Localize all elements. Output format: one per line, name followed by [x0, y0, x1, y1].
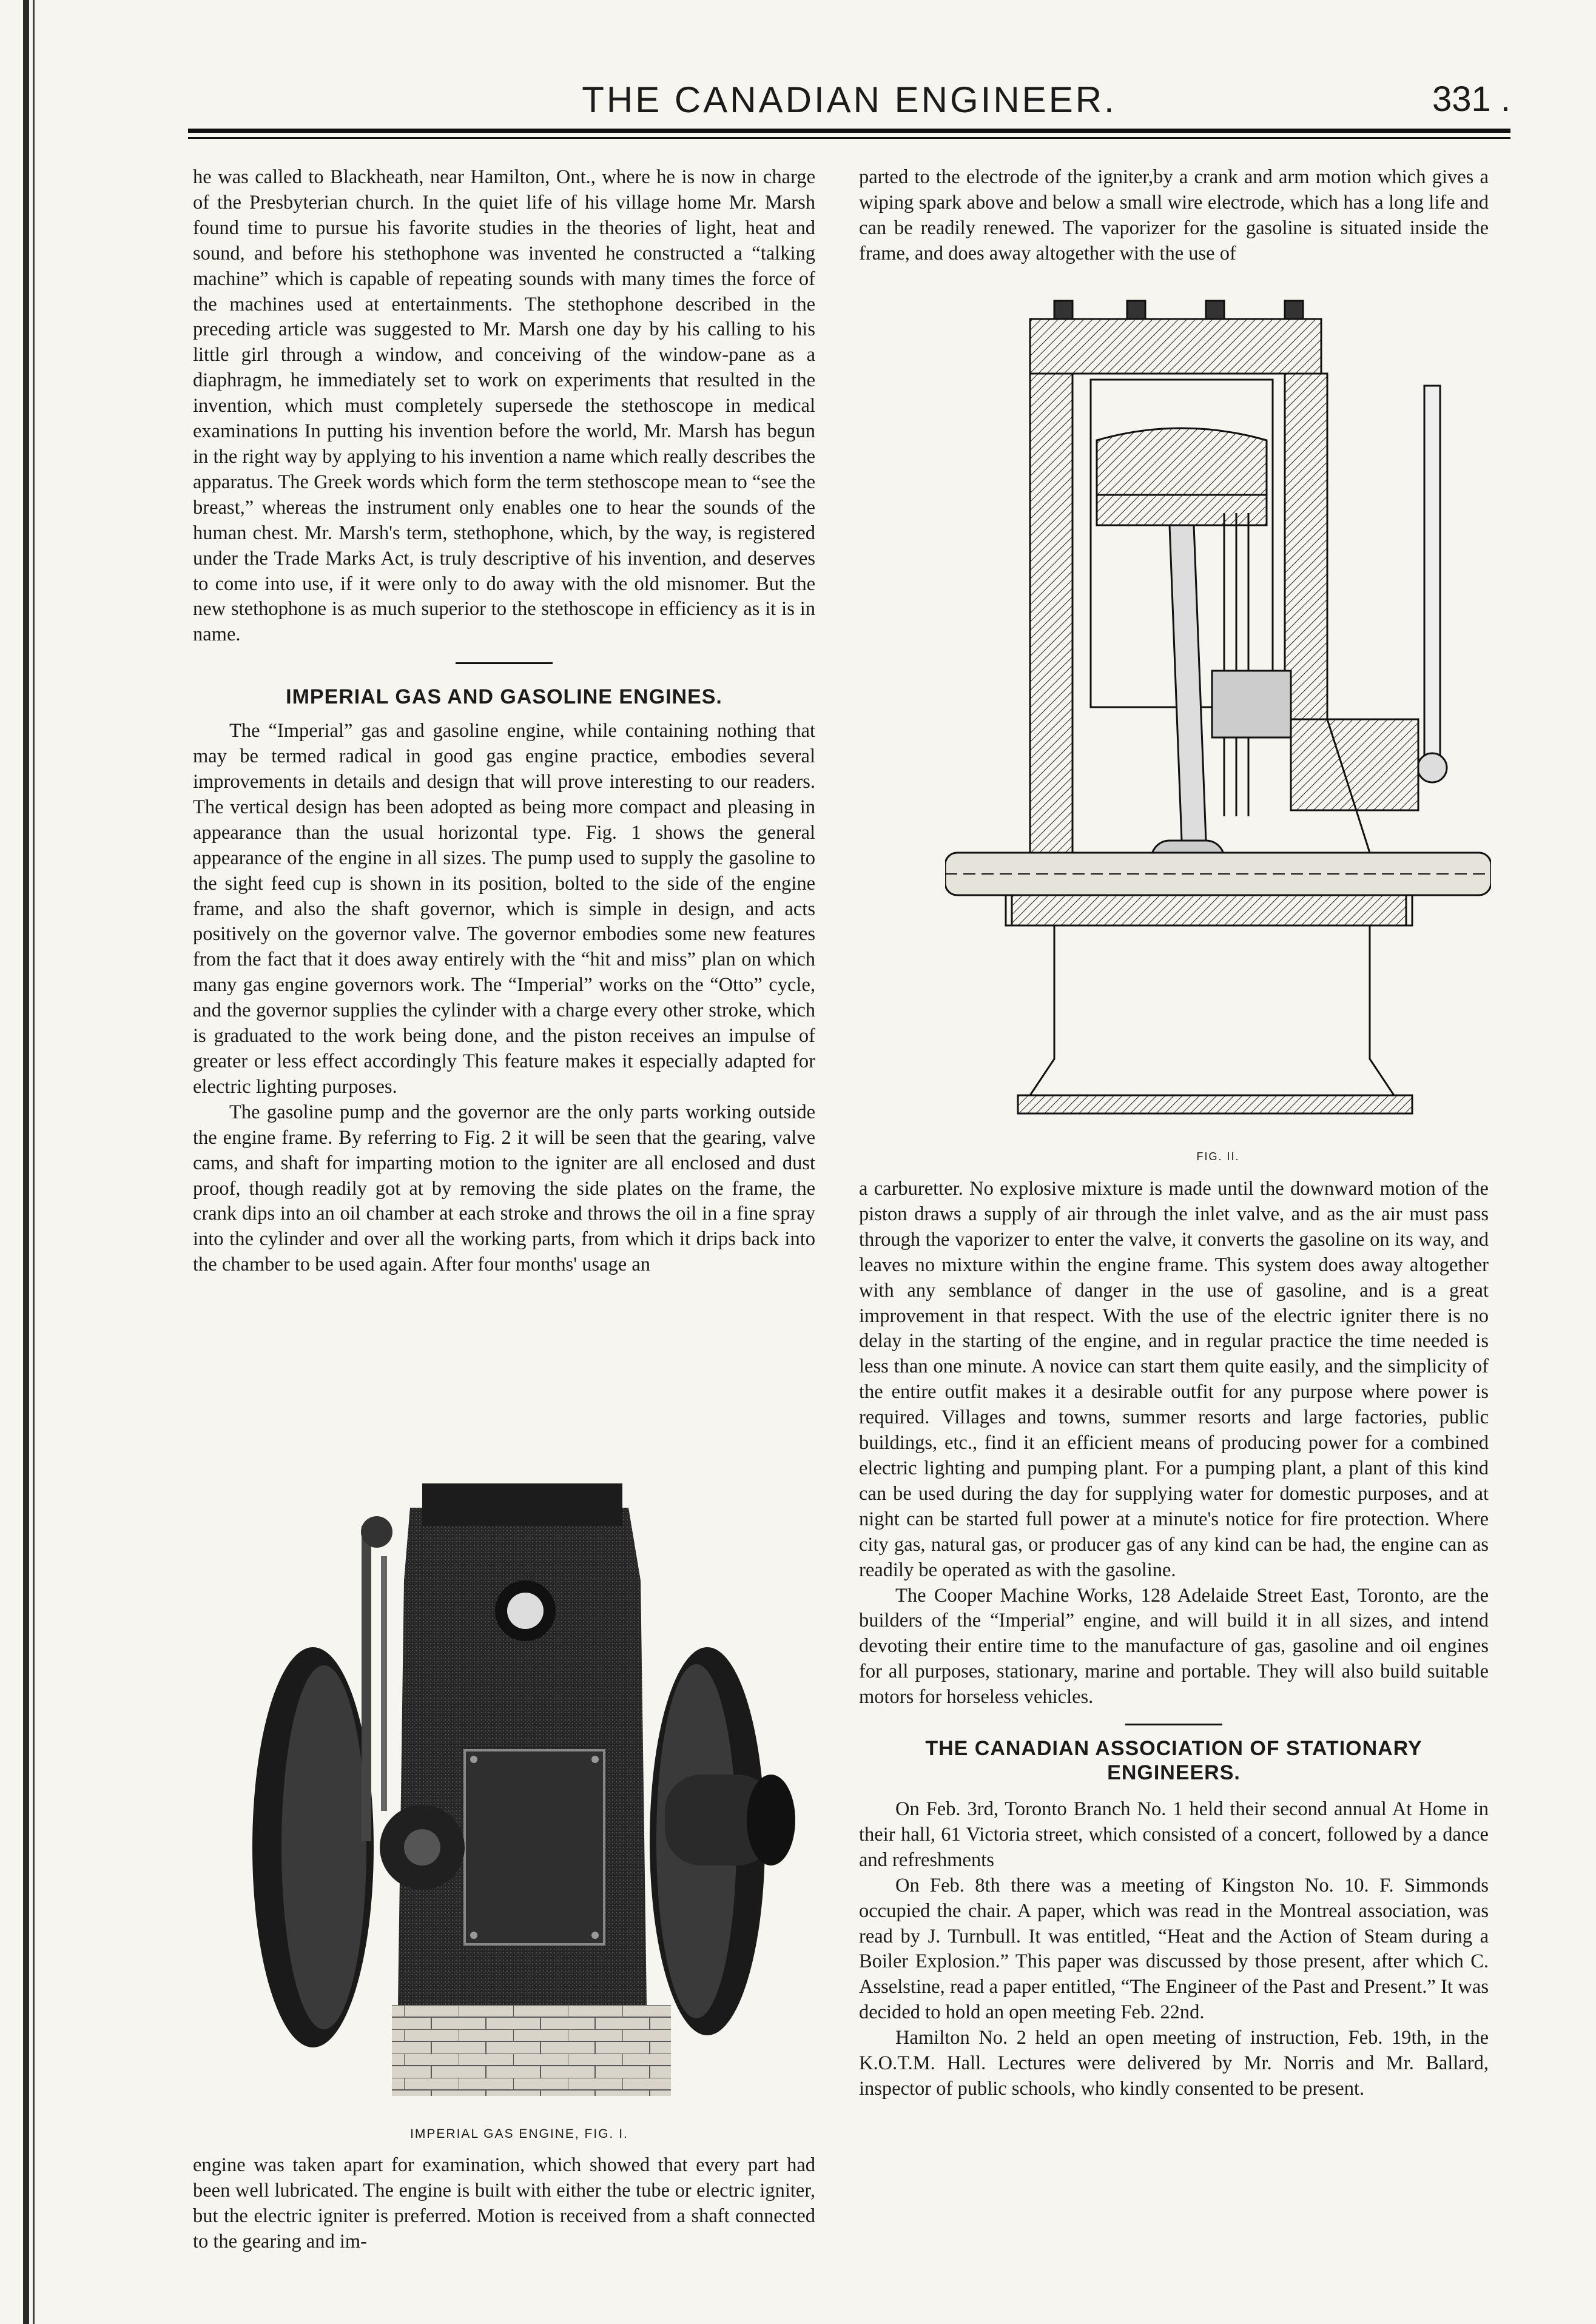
section-title-association: THE CANADIAN ASSOCIATION OF STATIONARY ENGINEERS.: [925, 1737, 1423, 1785]
right-column-lower: [859, 1177, 1489, 2102]
page-header: [188, 79, 1510, 133]
figure-2-sectional-drawing: [945, 295, 1491, 1163]
page-number: 331 .: [1432, 79, 1510, 119]
figure-1-engine-photo: [240, 1471, 798, 2143]
article-paragraph-8: Hamilton No. 2 held an open meeting of instruction, Feb. 19th, in the K.O.T.M. Hall. Lectures were delivered by Mr. Norris and Mr. Ballard, inspector of public schools, who kindly consented to be present.: [859, 2027, 1489, 2100]
header-rule: [188, 129, 1510, 133]
right-column-top: [859, 165, 1489, 267]
figure-2-caption: FIG. II.: [1196, 1150, 1240, 1163]
article-paragraph-6: On Feb. 3rd, Toronto Branch No. 1 held their second annual At Home in their hall, 61 Victoria street, which consisted of a concert, followed by a dance and refreshments: [859, 1798, 1489, 1871]
section-title-imperial: IMPERIAL GAS AND GASOLINE ENGINES.: [286, 685, 722, 709]
article-paragraph-3: engine was taken apart for examination, which showed that every part had been well lubricated. The engine is built with either the tube or electric igniter, but the electric igniter is preferred. Motion is received from a shaft connected to the gearing and im-: [193, 2154, 815, 2252]
continued-paragraph: parted to the electrode of the igniter,by a crank and arm motion which gives a wiping spark above and below a small wire electrode, which has a long life and can be readily renewed. The vaporizer for the gasoline is situated inside the frame, and does away altogether with the use of: [859, 166, 1489, 264]
article-paragraph-4: a carburetter. No explosive mixture is made until the downward motion of the piston draws a supply of air through the inlet valve, and as the air must pass through the vaporizer to enter the valve, it converts the gasoline on its way, and leaves no mixture within the engine frame. This system does away altogether with any semblance of danger in the use of gasoline, and is a great improvement in that respect. With the use of the electric igniter there is no delay in the starting of the engine, and in regular practice the time needed is less than one minute. A novice can start them quite easily, and the simplicity of the entire outfit makes it a desirable outfit for any purpose where power is required. Villages and towns, summer resorts and large factories, public buildings, etc., find it an efficient means of producing power for a combined electric lighting and pumping plant. For a pumping plant, a plant of this kind can be used during the day for supplying water for domestic purposes, and at night can be started full power at a minute's notice for fire protection. Where city gas, natural gas, or producer gas of any kind can be had, the engine can as readily be operated as with the gasoline.: [859, 1178, 1489, 1581]
left-column: [193, 165, 815, 1278]
engine-photo-illustration: [240, 1471, 798, 2102]
left-column-continued: [193, 2153, 815, 2255]
article-paragraph-5: The Cooper Machine Works, 128 Adelaide Street East, Toronto, are the builders of the “Imperial” engine, and will build it in all sizes, and intend devoting their entire time to the manufacture of gas, gasoline and oil engines for all purposes, stationary, marine and portable. They will also build suitable motors for horseless vehicles.: [859, 1584, 1489, 1708]
article-paragraph-7: On Feb. 8th there was a meeting of Kingston No. 10. F. Simmonds occupied the chair. A paper, which was read in the Montreal association, was read by J. Turnbull. It was entitled, “Heat and the Action of Steam during a Boiler Explosion.” This paper was discussed by those present, after which C. Asselstine, read a paper entitled, “The Engineer of the Past and Present.” It was decided to hold an open meeting Feb. 22nd.: [859, 1874, 1489, 2024]
engine-section-illustration: [945, 295, 1491, 1144]
header-rule-thin: [188, 137, 1510, 139]
article-paragraph-2: The gasoline pump and the governor are the only parts working outside the engine frame. By referring to Fig. 2 it will be seen that the gearing, valve cams, and shaft for imparting motion to the igniter are all enclosed and dust proof, though readily got at by removing the side plates on the frame, the crank dips into an oil chamber at each stroke and throws the oil in a fine spray into the cylinder and over all the working parts, from which it drips back into the chamber to be used again. After four months' usage an: [193, 1101, 815, 1276]
journal-title: THE CANADIAN ENGINEER.: [582, 79, 1117, 120]
figure-1-caption: IMPERIAL GAS ENGINE, FIG. I.: [410, 2127, 628, 2141]
article-paragraph-1: The “Imperial” gas and gasoline engine, while containing nothing that may be termed radical in good gas engine practice, embodies several improvements in details and design that will prove interesting to our readers. The vertical design has been adopted as being more compact and pleasing in appearance than the usual horizontal type. Fig. 1 shows the general appearance of the engine in all sizes. The pump used to supply the gasoline to the sight feed cup is shown in its position, bolted to the side of the engine frame, and also the shaft governor, which is simple in design, and acts positively on the governor valve. The governor embodies some new features from the fact that it does away entirely with the “hit and miss” plan on which many gas engine governors work. The “Imperial” works on the “Otto” cycle, and the governor supplies the cylinder with a charge every other stroke, which is graduated to the work being done, and the piston receives an impulse of greater or less effect accordingly This feature makes it especially adapted for electric lighting purposes.: [193, 720, 815, 1098]
intro-paragraph: he was called to Blackheath, near Hamilton, Ont., where he is now in charge of the Presbyterian church. In the quiet life of his village home Mr. Marsh found time to pursue his favorite studies in the theories of light, heat and sound, and before his stethophone was invented he constructed a “talking machine” which is capable of repeating sounds with many times the force of the machines used at entertainments. The stethophone described in the preceding article was suggested to Mr. Marsh one day by his calling to his little girl through a window, and conceiving of the window-pane as a diaphragm, he immediately set to work on experiments that resulted in the invention, which must completely supersede the stethoscope in medical examinations In putting his invention before the world, Mr. Marsh has begun in the right way by applying to his invention a name which really describes the apparatus. The Greek words which form the term stethoscope mean to “see the breast,” whereas the instrument only enables one to hear the sounds of the human chest. Mr. Marsh's term, stethophone, which, by the way, is registered under the Trade Marks Act, is truly descriptive of his invention, and deserves to come into use, if it were only to do away with the old misnomer. But the new stethophone is as much superior to the stethoscope in efficiency as it is in name.: [193, 166, 815, 646]
page-binding-line: [33, 0, 35, 2324]
page-binding-edge: [23, 0, 29, 2324]
